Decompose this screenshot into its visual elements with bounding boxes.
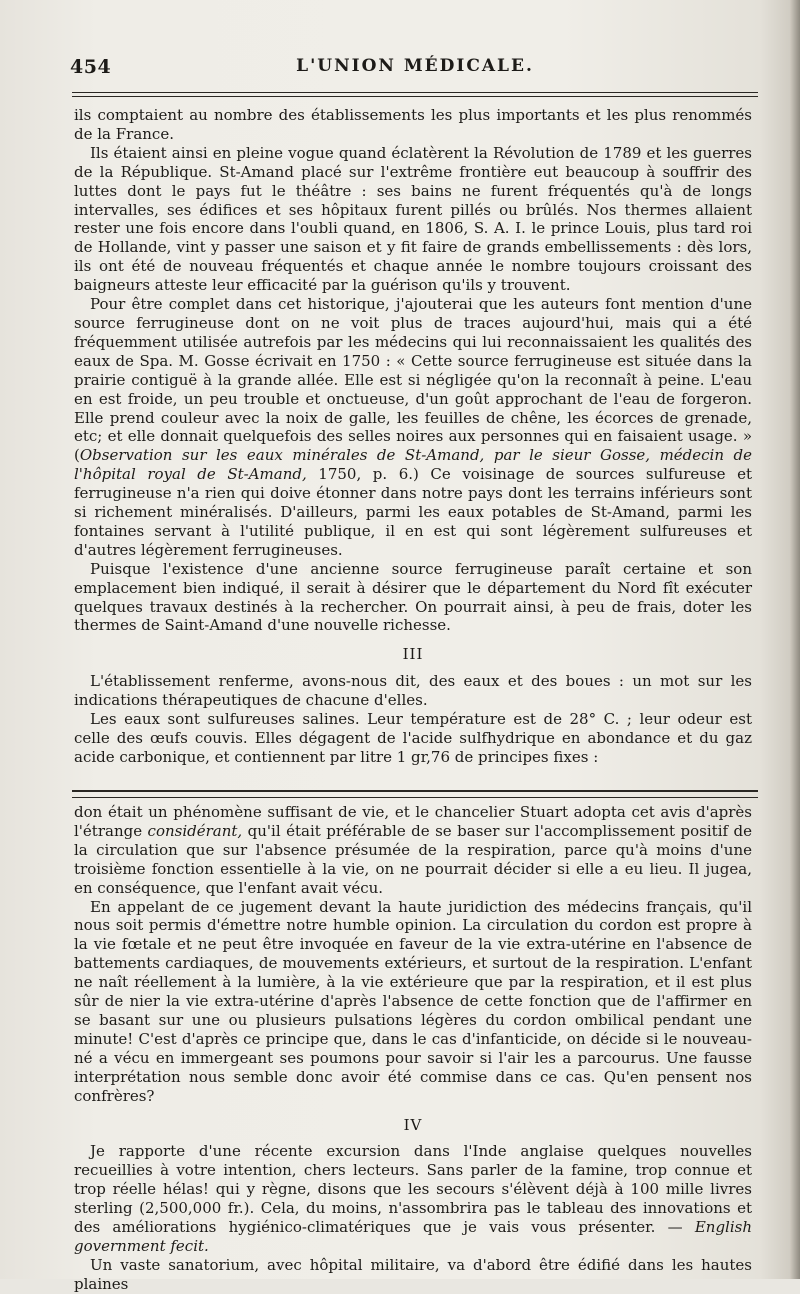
paragraph: Puisque l'existence d'une ancienne source ferrugineuse paraît certaine et son emplacement bien indiqué, il serait à désirer que le département du Nord fît exécuter quelques travaux destinés à la rechercher. On pourrait ainsi, à peu de frais, doter les thermes de Saint-Amand d'une nouvelle richesse. xyxy=(74,559,752,635)
header-rule xyxy=(72,92,758,93)
paragraph-text: qu'il était préférable de se baser sur l'accomplissement positif de la circulation que sur l'absence présumée de la respiration, parce qu'à moins d'une troisième fonction essentielle à la vie, on ne pourrait décider si elle a eu lieu. Il jugea, en conséquence, que l'enfant avait vécu. xyxy=(74,821,752,897)
column-divider xyxy=(72,790,758,798)
section-heading: III xyxy=(402,645,424,664)
italic-term: considérant, xyxy=(147,821,243,840)
journal-title: L'UNION MÉDICALE. xyxy=(296,56,534,76)
lower-text-column xyxy=(74,803,752,1294)
paragraph: L'établissement renferme, avons-nous dit, des eaux et des boues : un mot sur les indications thérapeutiques de chacune d'elles. xyxy=(74,672,752,710)
paragraph: En appelant de ce jugement devant la haute juridiction des médecins français, qu'il nous soit permis d'émettre notre humble opinion. La circulation du cordon est propre à la vie fœtale et ne peut être invoquée en faveur de la vie extra-utérine en l'absence de battements cardiaques, de mouvements extérieurs, et surtout de la respiration. L'enfant ne naît réellement à la lumière, à la vie extérieure que par la respiration, et il est plus sûr de nier la vie extra-utérine d'après l'absence de cette fonction que de l'affirmer en se basant sur une ou plusieurs pulsations légères du cordon ombilical pendant une minute! C'est d'après ce principe que, dans le cas d'infanticide, on décide si le nouveau-né a vécu en immergeant ses poumons pour savoir si l'air les a parcourus. Une fausse interprétation nous semble donc avoir été commise dans ce cas. Qu'en pensent nos confrères? xyxy=(74,897,752,1105)
running-header xyxy=(70,56,760,84)
paragraph xyxy=(74,803,752,898)
paragraph: Les eaux sont sulfureuses salines. Leur température est de 28° C. ; leur odeur est celle des œufs couvis. Elles dégagent de l'acide sulfhydrique en abondance et du gaz acide carbonique, et contiennent par litre 1 gr,76 de principes fixes : xyxy=(74,710,752,766)
italic-phrase: English government fecit. xyxy=(74,1218,752,1255)
page-number: 454 xyxy=(70,56,112,78)
upper-text-column xyxy=(74,106,752,767)
paragraph-text: 1750, p. 6.) Ce voisinage de sources sulfureuse et ferrugineuse n'a rien qui doive étonner dans notre pays dont les terrains inférieurs sont si richement minéralisés. D'ailleurs, parmi les eaux potables de St-Amand, parmi les fontaines servant à l'utilité publique, il en est qui sont légèrement sulfureuses et d'autres légèrement ferrugineuses. xyxy=(74,465,752,559)
paragraph-text: Je rapporte d'une récente excursion dans l'Inde anglaise quelques nouvelles recueillies à votre intention, chers lecteurs. Sans parler de la famine, trop connue et trop réelle hélas! qui y règne, disons que les secours s'élèvent déjà à 100 mille livres sterling (2,500,000 fr.). Cela, du moins, n'assombrira pas le tableau des innovations et des améliorations hygiénico-climatériques que je vais vous présenter. — xyxy=(74,1142,752,1237)
citation-italic: Observation sur les eaux minérales de St-Amand, par le sieur Gosse, médecin de l'hôpital royal de St-Amand, xyxy=(74,446,752,484)
paragraph: Ils étaient ainsi en pleine vogue quand éclatèrent la Révolution de 1789 et les guerres de la République. St-Amand placé sur l'extrême frontière eut beaucoup à souffrir des luttes dont le pays fut le théâtre : ses bains ne furent fréquentés qu'à de longs intervalles, ses édifices et ses hôpitaux furent pillés ou brûlés. Nos thermes allaient rester une fois encore dans l'oubli quand, en 1806, S. A. I. le prince Louis, plus tard roi de Hollande, vint y passer une saison et y fit faire de grands embellissements : dès lors, ils ont été de nouveau fréquentés et chaque année le nombre toujours croissant des baigneurs atteste leur efficacité par la guérison qu'ils y trouvent. xyxy=(74,143,752,295)
paragraph: Un vaste sanatorium, avec hôpital militaire, va d'abord être édifié dans les hautes plaines xyxy=(74,1255,752,1293)
paragraph xyxy=(74,1142,752,1255)
paragraph xyxy=(74,295,752,560)
header-rule-thin xyxy=(72,96,758,97)
section-heading: IV xyxy=(403,1115,423,1134)
paragraph: ils comptaient au nombre des établissements les plus importants et les plus renommés de la France. xyxy=(74,106,752,143)
paragraph-text: don était un phénomène suffisant de vie, et le chancelier Stuart adopta cet avis d'après l'étrange xyxy=(74,803,752,840)
page-edge-shadow xyxy=(790,0,800,1279)
paragraph-text: Pour être complet dans cet historique, j'ajouterai que les auteurs font mention d'une source ferrugineuse dont on ne voit plus de traces aujourd'hui, mais qui a été fréquemment utilisée autrefois par les médecins qui lui reconnaissaient les qualités des eaux de Spa. M. Gosse écrivait en 1750 : « Cette source ferrugineuse est située dans la prairie contiguë à la grande allée. Elle est si négligée qu'on la reconnaît à peine. L'eau en est froide, un peu trouble et onctueuse, d'un goût approchant de l'eau de forgeron. Elle prend couleur avec la noix de galle, les feuilles de chêne, les écorces de grenade, etc; et elle donnait quelquefois des selles noires aux personnes qui en faisaient usage. » ( xyxy=(74,295,752,465)
